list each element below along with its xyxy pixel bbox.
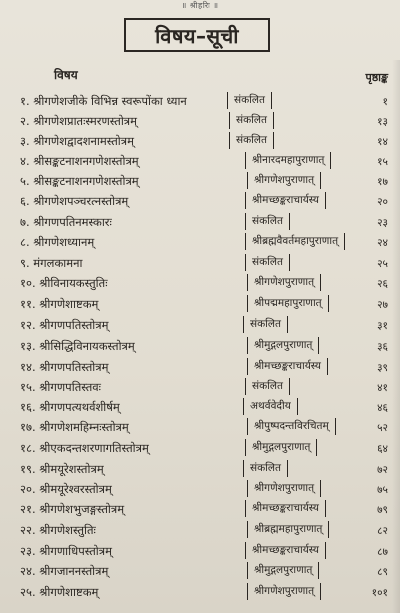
contents-row [0, 132, 400, 153]
entry-title: १. श्रीगणेशजीके विभिन्न स्वरूपोंका ध्यान [20, 94, 187, 108]
entry-title: २. श्रीगणेशप्रातःस्मरणस्तोत्रम् [20, 114, 138, 128]
entry-title: २४. श्रीगजाननस्तोत्रम् [20, 564, 109, 578]
entry-page-number: ६४ [377, 443, 388, 455]
entry-title: १०. श्रीविनायकस्तुतिः [20, 276, 108, 290]
contents-row [0, 172, 400, 193]
entry-title: ८. श्रीगणेशध्यानम् [20, 235, 95, 249]
entry-page-number: २७ [377, 299, 388, 311]
contents-row [0, 274, 400, 295]
entry-page-number: ७९ [377, 504, 388, 516]
contents-row [0, 418, 400, 439]
entry-source: श्रीमच्छङ्कराचार्यस्य [245, 192, 326, 209]
entry-source: संकलित [243, 316, 288, 333]
entry-page-number: ८९ [377, 566, 388, 578]
contents-row [0, 213, 400, 234]
entry-source: श्रीमुद्गलपुराणात् [247, 337, 319, 354]
entry-source: संकलित [227, 92, 272, 109]
entry-title: ४. श्रीसङ्कटनाशनगणेशस्तोत्रम् [20, 154, 139, 168]
entry-title: ५. श्रीसङ्कटनाशनगणेशस्तोत्रम् [20, 174, 139, 188]
entry-title: १७. श्रीगणेशमहिम्नःस्तोत्रम् [20, 420, 129, 434]
entry-title: १२. श्रीगणपतिस्तोत्रम् [20, 318, 109, 332]
entry-page-number: २४ [377, 237, 388, 249]
subject-column-header: विषय [54, 68, 78, 82]
contents-row [0, 152, 400, 173]
page-title: विषय–सूची [155, 23, 239, 48]
entry-page-number: १७ [377, 176, 388, 188]
entry-page-number: ४६ [377, 402, 388, 414]
contents-row [0, 295, 400, 316]
entry-title: २३. श्रीगणाधिपस्तोत्रम् [20, 544, 112, 558]
page-column-header: पृष्ठाङ्क [365, 71, 388, 84]
contents-row [0, 583, 400, 604]
entry-page-number: ३६ [377, 341, 388, 353]
entry-source: अथर्ववेदीय [243, 398, 298, 415]
column-headers [0, 64, 400, 84]
entry-title: ३. श्रीगणेशद्वादशनामस्तोत्रम् [20, 134, 135, 148]
entry-title: १६. श्रीगणपत्यथर्वशीर्षम् [20, 400, 120, 414]
entry-page-number: १०१ [371, 587, 388, 599]
entry-source: श्रीब्रह्ममहापुराणात् [247, 521, 329, 538]
contents-row [0, 337, 400, 358]
entry-title: २१. श्रीगणेशभुजङ्गस्तोत्रम् [20, 502, 125, 516]
contents-row [0, 500, 400, 521]
contents-row [0, 439, 400, 460]
entry-source: श्रीगणेशपुराणात् [247, 172, 321, 189]
entry-title: १९. श्रीमयूरेशस्तोत्रम् [20, 462, 104, 476]
contents-row [0, 398, 400, 419]
entry-page-number: ८७ [377, 546, 388, 558]
entry-source: श्रीमच्छङ्कराचार्यस्य [245, 500, 326, 517]
entry-source: श्रीब्रह्मवैवर्तमहापुराणात् [245, 233, 345, 250]
contents-row [0, 521, 400, 542]
entry-page-number: २० [377, 196, 388, 208]
entry-source: संकलित [245, 254, 290, 271]
contents-row [0, 562, 400, 583]
page-header: ॥ श्रीहरिः ॥ [181, 1, 219, 10]
entry-page-number: ८२ [377, 525, 388, 537]
entry-source: श्रीगणेशपुराणात् [247, 583, 321, 600]
entry-title: २५. श्रीगणेशाष्टकम् [20, 585, 99, 599]
entry-source: श्रीपद्ममहापुराणात् [247, 295, 329, 312]
contents-row [0, 358, 400, 379]
entry-page-number: १४ [377, 136, 388, 148]
entry-page-number: १५ [377, 156, 388, 168]
entry-page-number: ३१ [377, 320, 388, 332]
entry-page-number: २५ [377, 258, 388, 270]
entry-source: श्रीगणेशपुराणात् [247, 274, 321, 291]
contents-row [0, 480, 400, 501]
entry-title: १८. श्रीएकदन्तशरणागतिस्तोत्रम् [20, 441, 149, 455]
title-box [124, 18, 270, 52]
entry-page-number: ७२ [377, 464, 388, 476]
entry-title: १३. श्रीसिद्धिविनायकस्तोत्रम् [20, 339, 135, 353]
entry-page-number: १ [382, 96, 388, 108]
entry-page-number: २६ [377, 278, 388, 290]
entry-page-number: ५२ [377, 422, 388, 434]
entry-source: संकलित [245, 213, 290, 230]
entry-source: संकलित [243, 460, 288, 477]
contents-row [0, 112, 400, 133]
entry-source: श्रीमच्छङ्कराचार्यस्य [245, 542, 326, 559]
contents-row [0, 254, 400, 275]
entry-title: ९. मंगलकामना [20, 256, 83, 270]
entry-title: ११. श्रीगणेशाष्टकम् [20, 297, 99, 311]
contents-row [0, 233, 400, 254]
entry-source: श्रीपुष्पदन्तविरचितम् [247, 418, 336, 435]
contents-row [0, 92, 400, 113]
entry-source: संकलित [229, 132, 274, 149]
entry-page-number: ३९ [377, 362, 388, 374]
entry-source: श्रीनारदमहापुराणात् [245, 152, 331, 169]
entry-source: श्रीमुद्गलपुराणात् [245, 439, 317, 456]
contents-row [0, 316, 400, 337]
entry-source: संकलित [245, 378, 290, 395]
contents-row [0, 542, 400, 563]
entry-page-number: १३ [377, 116, 388, 128]
contents-row [0, 192, 400, 213]
entry-title: २०. श्रीमयूरेश्वरस्तोत्रम् [20, 482, 112, 496]
entry-page-number: ७५ [377, 484, 388, 496]
entry-source: संकलित [229, 112, 274, 129]
contents-row [0, 460, 400, 481]
page-edge-shadow [392, 60, 400, 613]
entry-page-number: ४१ [377, 382, 388, 394]
entry-title: ७. श्रीगणपतिनमस्कारः [20, 215, 112, 229]
entry-title: १४. श्रीगणपतिस्तोत्रम् [20, 360, 109, 374]
entry-source: श्रीमुद्गलपुराणात् [247, 562, 319, 579]
entry-title: १५. श्रीगणपतिस्तवः [20, 380, 101, 394]
entry-title: २२. श्रीगणेशस्तुतिः [20, 523, 96, 537]
entry-source: श्रीगणेशपुराणात् [247, 480, 321, 497]
entry-title: ६. श्रीगणेशपञ्चरत्नस्तोत्रम् [20, 194, 129, 208]
contents-row [0, 378, 400, 399]
entry-page-number: २३ [377, 217, 388, 229]
entry-source: श्रीमच्छङ्कराचार्यस्य [247, 358, 328, 375]
